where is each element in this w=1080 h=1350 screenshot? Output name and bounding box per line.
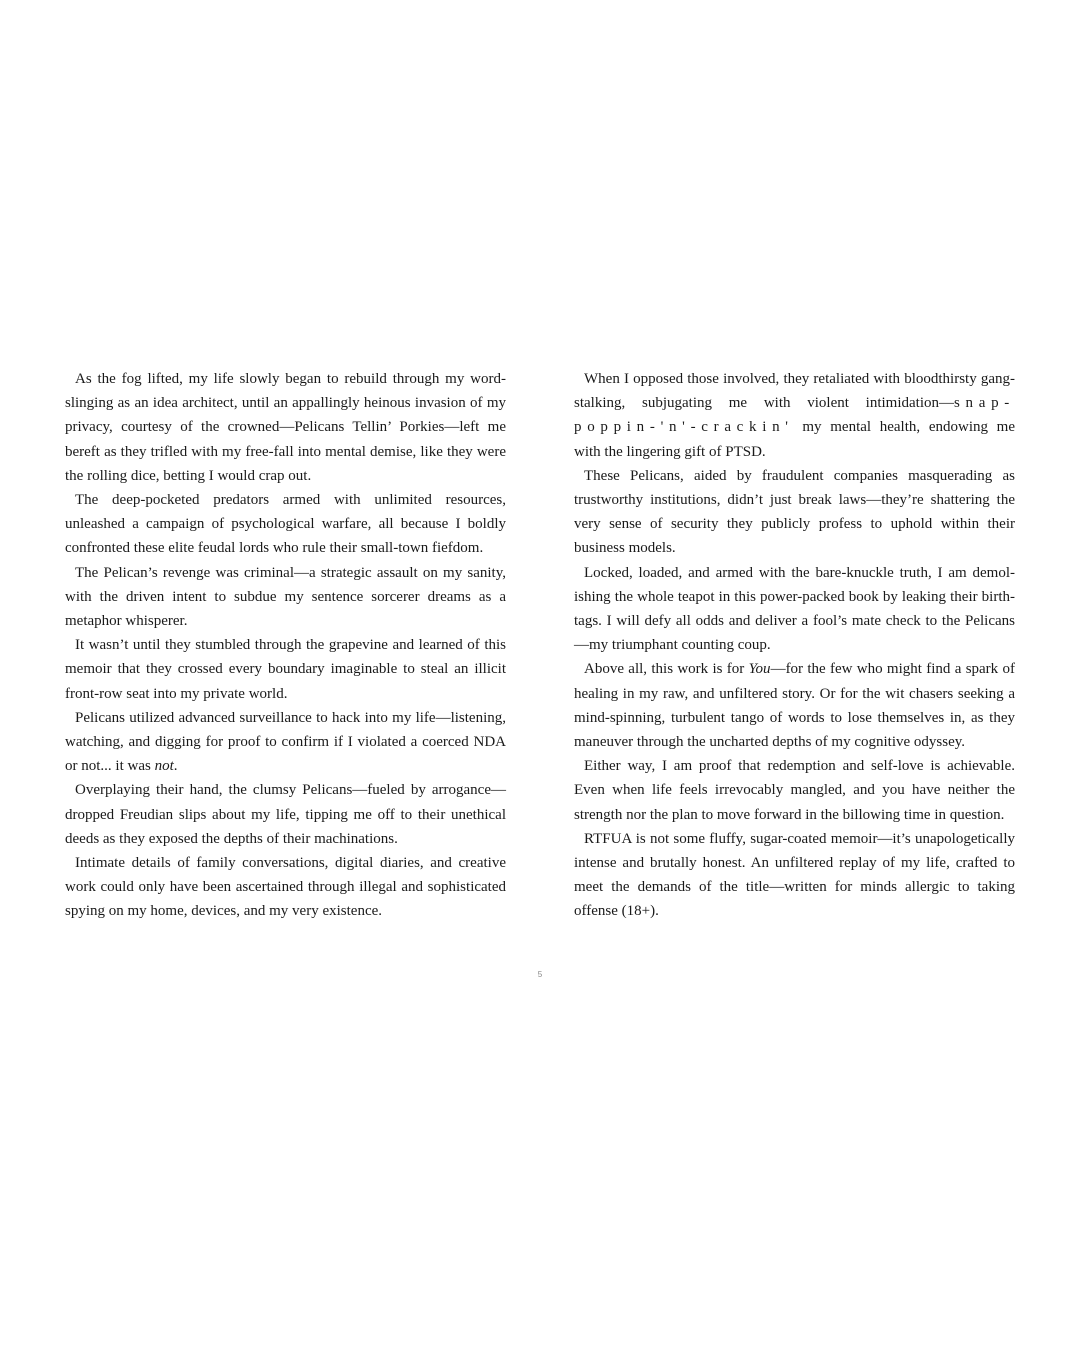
paragraph: The Pelican’s revenge was criminal—a strategic assault on my sanity, with the driven intent to subdue my sentence sorcerer dreams as a metaphor whisperer. — [65, 564, 506, 630]
paragraph — [574, 367, 1015, 464]
paragraph: RTFUA is not some fluffy, sugar-coated memoir—it’s unapologetically intense and brutally honest. An unfiltered replay of my life, crafted to meet the demands of the title—written for minds allergic to taking offense (18+). — [574, 830, 1015, 920]
paragraph-text: Pelicans utilized advanced surveillance to hack into my life—listening, watching, and digging for proof to confirm if I violated a coerced NDA or not... it was — [65, 709, 506, 775]
paragraph: Locked, loaded, and armed with the bare-knuckle truth, I am demolishing the whole teapot in this power-packed book by leaking their birth-tags. I will defy all odds and deliver a fool’s mate check to the Pelicans—my triumphant counting coup. — [574, 564, 1015, 654]
right-column — [574, 367, 1015, 924]
paragraph-text: . — [173, 758, 178, 775]
page-number: 5 — [537, 970, 543, 979]
paragraph: These Pelicans, aided by fraudulent companies masquerading as trustworthy institutions, didn’t just break laws—they’re shattering the very sense of security they publicly profess to uphold within their business models. — [574, 467, 1015, 557]
letterspaced-text: snap-poppin-'n'-crackin' — [574, 395, 1015, 436]
paragraph: Intimate details of family conversations, digital diaries, and creative work could only have been ascertained through illegal and sophisticated spying on my home, devices, and my very existence. — [65, 855, 506, 920]
emphasis-text: not — [154, 758, 174, 775]
left-column — [65, 367, 506, 924]
paragraph: Either way, I am proof that redemption and self-love is achievable. Even when life feels irrevocably mangled, and you have neither the strength nor the plan to move forward in the billowing time in question. — [574, 758, 1015, 823]
paragraph-text: When I opposed those involved, they retaliated with bloodthirsty gang-stalking, subjugating me with violent intimidation— — [574, 371, 1015, 412]
emphasis-text: You — [748, 661, 771, 678]
paragraph: The deep-pocketed predators armed with unlimited resources, unleashed a campaign of psychological warfare, all because I boldly confronted these elite feudal lords who rule their small-town fiefdom. — [65, 492, 506, 557]
paragraph-text: —for the few who might find a spark of healing in my raw, and unfiltered story. Or for the wit chasers seeking a mind-spinning, turbulent tango of words to lose themselves in, as they maneuver through the uncharted depths of my cognitive odyssey. — [574, 661, 1015, 751]
paragraph — [574, 657, 1015, 754]
paragraph-text: my mental health, endowing me with the lingering gift of PTSD. — [574, 419, 1015, 460]
paragraph: Overplaying their hand, the clumsy Pelicans—fueled by arrogance—dropped Freudian slips about my life, tipping me off to their unethical deeds as they exposed the depths of their machinations. — [65, 782, 506, 847]
paragraph: As the fog lifted, my life slowly began to rebuild through my word-slinging as an idea architect, until an appallingly heinous invasion of my privacy, courtesy of the crowned—Pelicans Tellin’ Porkies—left me bereft as they trifled with my free-fall into mental demise, like they were the rolling dice, betting I would crap out. — [65, 371, 506, 484]
paragraph: It wasn’t until they stumbled through the grapevine and learned of this memoir that they crossed every boundary imaginable to steal an illicit front-row seat into my private world. — [65, 637, 506, 702]
paragraph-text: Above all, this work is for — [584, 661, 749, 678]
paragraph — [65, 706, 506, 779]
